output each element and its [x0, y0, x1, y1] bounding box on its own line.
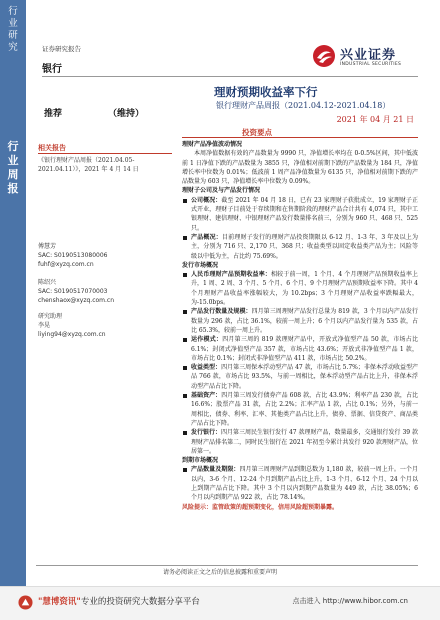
author-3	[38, 312, 106, 339]
bullet-item: 产品数量及期限：四月第三周理财产品到期总数为 1,180 款，较前一周上升。一个月以内，3-6 个月、12-24 个月到期产品占比上升，1-3 个月、6-12 个月、24 个月以上到期产品占比下降。其中 3 个月以内到期产品数量为 449 款，占比 38.05%；6 个月以内到期产品 922 款，占比 78.14%。	[182, 465, 418, 502]
report-type: 证券研究报告	[42, 45, 81, 53]
related-report-item[interactable]: 《银行理财产品周报（2021.04.05-2021.04.11）》，2021 年 4 月 14 日	[38, 157, 139, 173]
disclaimer: 请务必阅读正文之后的信息披露和重要声明	[162, 569, 277, 576]
key-points-divider	[182, 137, 418, 138]
industry-name: 银行	[42, 64, 62, 75]
bullet-item: 基础资产：四月第三周发行债券产品 608 款，占比 43.9%；利率产品 230 款，占比 16.6%；股票产品 31 款，占比 2.2%；汇率产品 1 款，占比 0.1%；另外，与前一周相比，债券、利率、汇率、其他类产品占比上升，债券、票据、信贷资产、商品类产品占比下降。	[182, 391, 418, 428]
author-sac: SAC: S0190513080006	[38, 252, 108, 259]
author-role: 研究助理	[38, 313, 63, 320]
section-title: 到期市场概况	[182, 457, 219, 465]
risk-warning: 风险提示：监管政策的超预期变化，信用风险超预期暴露。	[182, 503, 339, 511]
left-color-band	[0, 0, 26, 586]
author-name: 傅慧芳	[38, 243, 57, 250]
author-email[interactable]: fuhf@xyzq.com.cn	[38, 261, 94, 268]
report-subtitle: 银行理财产品周报（2021.04.12-2021.04.18）	[216, 101, 391, 110]
hibor-logo-icon	[18, 595, 33, 610]
author-email[interactable]: chenshaox@xyzq.com.cn	[38, 297, 115, 304]
author-sac: SAC: S0190517070003	[38, 288, 108, 295]
bullet-item: 运作模式：四月第三周的 819 款理财产品中，开放式净值型产品 50 款，市场占比 6.1%；封闭式净值型产品 357 款，市场占比 43.6%；开放式非净值型产品 1 款，市场占比 0.1%；封闭式非净值型产品 411 款，市场占比 50.2%。	[182, 335, 418, 363]
rating: 推荐	[44, 109, 63, 119]
bullet-item: 公司概况：截至 2021 年 04 月 18 日，已有 23 家理财子获批成立，19 家理财子正式开业，理财子目前处于存续期和在售期阶段的理财产品合计共有 4,074 只，其中工银理财、建信理财、中银理财产品发行数量排名前三，分别为 960 只、468 只、525 只。	[182, 196, 418, 233]
logo-english-name: INDUSTRIAL SECURITIES	[340, 62, 402, 67]
rating-change: （维持）	[108, 109, 145, 119]
bullet-item: 产品概况：目前理财子发行的理财产品投资期限以 6-12 月、1-3 年、3 年及以上为主，分别为 716 只、2,170 只、368 只；收益类型以固定收益类产品为主；风险等级以中低为主，占比约 75.69%。	[182, 233, 418, 261]
author-2	[38, 278, 114, 305]
section-title: 理财产品净值波动情况	[182, 141, 243, 148]
footer-text	[38, 595, 200, 607]
header-divider	[42, 76, 418, 77]
footer-link[interactable]: 点击进入 http://www.hibor.com.cn	[292, 597, 408, 605]
bullet-item: 收益类型：四月第三周保本浮动型产品 47 款，市场占比 5.7%；非保本浮动收益型产品 766 款，市场占比 93.5%，与前一周相比，保本浮动型产品占比上升，非保本浮动型产品占比下降。	[182, 363, 418, 391]
section-title: 理财子公司及与产品发行情况	[182, 187, 261, 195]
author-1	[38, 242, 107, 269]
bullet-item: 发行银行：四月第三周民生银行发行 47 款理财产品，数量最多，交通银行发行 39 款理财产品排名第二，同时民生银行在 2021 年初至今累计共发行 920 款理财产品，位居第一。	[182, 428, 418, 456]
key-points-body	[182, 140, 418, 512]
band-section-label: 行业周报	[7, 140, 19, 195]
section-title: 发行市场概况	[182, 261, 219, 269]
footer-bar	[0, 586, 440, 620]
publish-date: 2021 年 04 月 21 日	[336, 115, 414, 124]
band-top-label: 行业研究	[8, 6, 18, 53]
author-email[interactable]: liying94@xyzq.com.cn	[38, 331, 106, 338]
report-title: 理财预期收益率下行	[214, 85, 318, 99]
bullet-item: 人民币理财产品预期收益率：相较于前一周，1 个月、4 个月理财产品预期收益率上升，1 周、2 周、3 个月、5 个月、6 个月、9 个月理财产品预期收益率下降。其中 4 个月理财产品收益率涨幅较大，为 10.2bps；3 个月理财产品收益率跌幅最大，为-15.0bps。	[182, 270, 418, 307]
author-name: 李晃	[38, 322, 51, 329]
footer-slogan: 专业的投资研究大数据分享平台	[80, 597, 200, 607]
logo-mark-icon	[312, 44, 336, 68]
key-points-heading: 投资要点	[242, 128, 272, 137]
footer-divider	[36, 565, 418, 566]
author-name: 陈绍兴	[38, 279, 57, 286]
bullet-item: 产品发行数量及规模：四月第三周理财产品发行总量为 819 款，3 个月以内产品发行数量为 296 款，占比 36.1%，较前一周上升；6 个月以内产品发行量为 535 款，占比 65.3%，较前一周上升。	[182, 307, 418, 335]
footer-brand: "慧博资讯"	[38, 597, 81, 607]
section-paragraph: 本周净值数据有效的产品数量为 9990 只，净值增长率均在 0-0.5%区间，其中低波前 1 日净值下跌的产品数量为 3855 只，净值相对前期下跌的产品数量为 184 只，净值增长率中位数为 0.01%；低波前 1 周产品净值数量为 6135 只，净值相对前期下跌的产品数量为 603 只，净值增长率中位数为 0.09%。	[182, 150, 418, 186]
related-reports-divider	[38, 153, 172, 154]
logo-chinese-name: 兴业证券	[340, 48, 397, 63]
related-reports-heading: 相关报告	[38, 144, 66, 152]
company-logo	[312, 43, 416, 71]
